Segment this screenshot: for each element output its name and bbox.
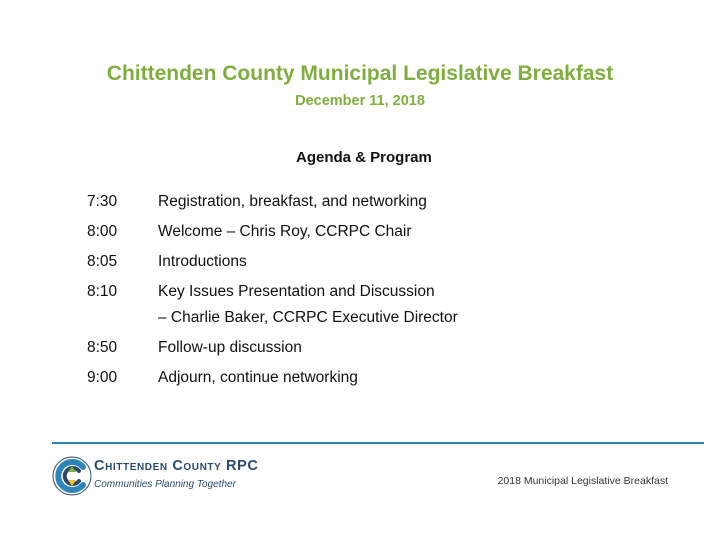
agenda-item [87,369,687,387]
agenda-item [87,283,687,327]
event-date: December 11, 2018 [295,93,425,109]
agenda-item [87,223,687,241]
agenda-time: 8:50 [87,339,118,356]
agenda-time: 9:00 [87,369,118,386]
agenda-description: Registration, breakfast, and networking [158,193,427,210]
agenda-description: Introductions [158,253,247,270]
ccrpc-logo [52,453,322,499]
logo-tagline: Communities Planning Together [94,479,236,490]
agenda-item [87,253,687,271]
agenda-description-main: Key Issues Presentation and Discussion [158,283,435,300]
footer-text: 2018 Municipal Legislative Breakfast [497,475,668,487]
agenda-description-sub: – Charlie Baker, CCRPC Executive Director [158,309,458,326]
agenda-list [87,193,687,387]
agenda-description [158,283,687,327]
footer-divider [52,442,704,444]
agenda-time: 8:10 [87,283,118,300]
agenda-time: 8:00 [87,223,118,240]
agenda-heading: Agenda & Program [296,149,432,166]
logo-name: Chittenden County RPC [94,458,259,474]
agenda-description: Welcome – Chris Roy, CCRPC Chair [158,223,412,240]
agenda-item [87,193,687,211]
agenda-time: 8:05 [87,253,118,270]
agenda-time: 7:30 [87,193,118,210]
ccrpc-logo-icon [52,456,92,496]
agenda-description: Follow-up discussion [158,339,302,356]
agenda-description: Adjourn, continue networking [158,369,358,386]
page-title: Chittenden County Municipal Legislative Breakfast [106,62,614,85]
agenda-item [87,339,687,357]
